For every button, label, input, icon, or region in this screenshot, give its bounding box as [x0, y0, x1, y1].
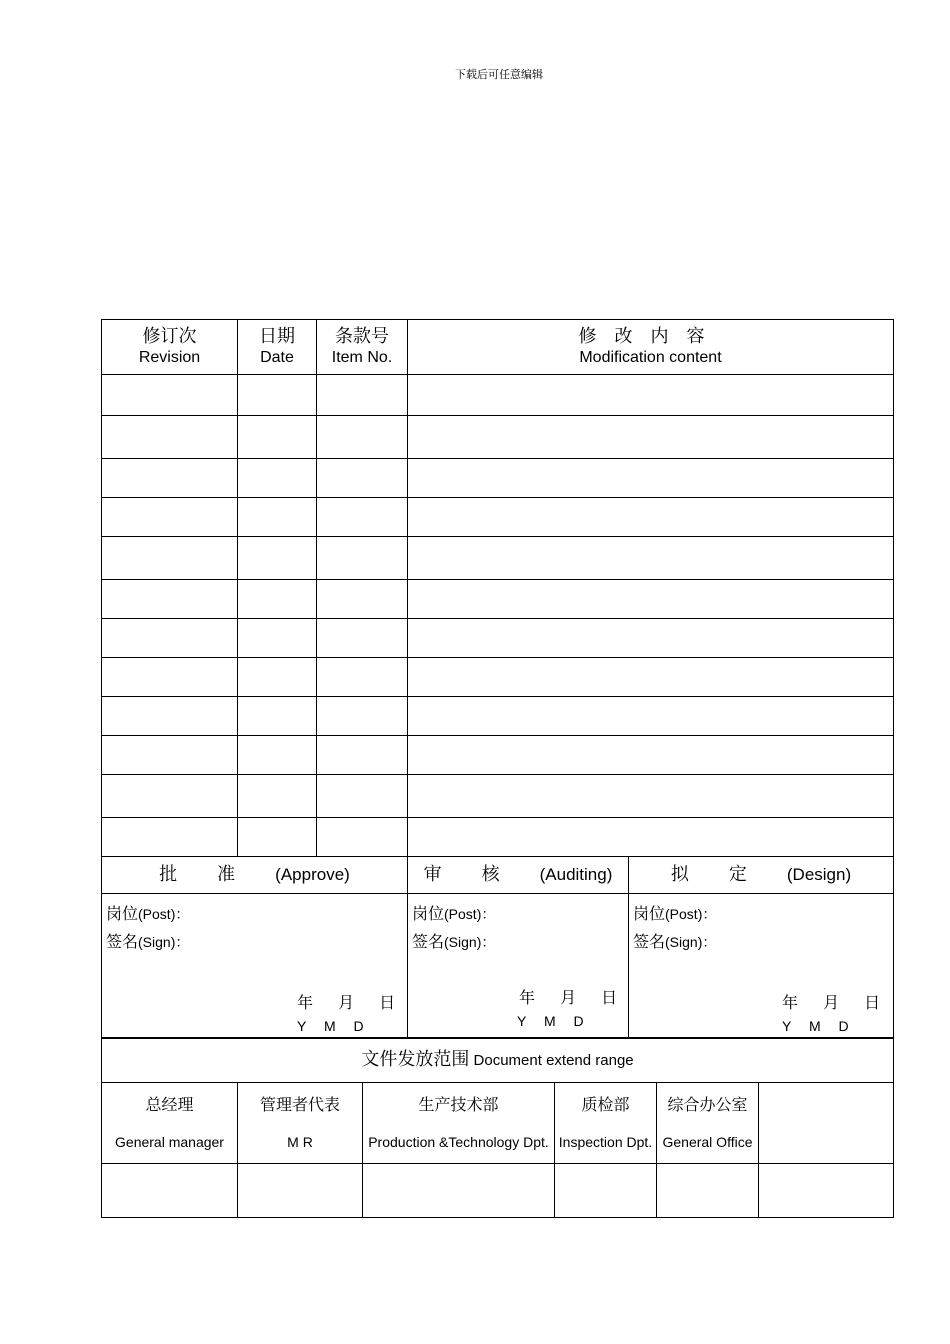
header-revision: [102, 320, 238, 375]
post-label-en: (Post)：: [138, 905, 190, 922]
date-cell[interactable]: [238, 775, 317, 818]
post-field[interactable]: [102, 894, 407, 928]
date-label-zh: 年 月 日: [519, 987, 618, 1007]
distribution-sign-cell[interactable]: [555, 1164, 657, 1218]
revision-table: [101, 319, 894, 857]
sign-label-zh: 签名: [106, 931, 139, 951]
sign-label-en: (Sign)：: [444, 933, 496, 950]
approval-sign-row: [102, 893, 894, 1038]
item-no-cell[interactable]: [317, 697, 408, 736]
audit-title: [408, 856, 629, 893]
header-revision-zh: 修订次: [142, 326, 197, 347]
date-cell[interactable]: [238, 375, 317, 416]
revision-form: [101, 319, 894, 1218]
date-cell[interactable]: [238, 459, 317, 498]
dept-mr: [238, 1083, 363, 1164]
revision-cell[interactable]: [102, 416, 238, 459]
sign-field[interactable]: [408, 928, 628, 956]
modification-cell[interactable]: [408, 697, 894, 736]
date-label-zh: 年 月 日: [297, 992, 396, 1012]
post-field[interactable]: [629, 894, 893, 928]
sign-label-zh: 签名: [633, 931, 666, 951]
approval-table: [101, 856, 894, 1039]
distribution-title-row: [102, 1038, 894, 1083]
design-sign-cell[interactable]: [629, 893, 894, 1038]
sign-label-zh: 签名: [412, 931, 445, 951]
approve-title: [102, 856, 408, 893]
header-revision-en: Revision: [138, 349, 201, 366]
dept-general-office: [657, 1083, 759, 1164]
header-date-zh: 日期: [259, 326, 295, 347]
table-row: [102, 459, 894, 498]
date-label-en: Y M D: [297, 1017, 364, 1034]
table-row: [102, 658, 894, 697]
item-no-cell[interactable]: [317, 619, 408, 658]
dept-en: Inspection Dpt.: [558, 1134, 653, 1150]
item-no-cell[interactable]: [317, 736, 408, 775]
dept-en: M R: [287, 1134, 313, 1150]
table-row: [102, 775, 894, 818]
dept-en: Production &Technology Dpt.: [368, 1134, 549, 1150]
modification-cell[interactable]: [408, 416, 894, 459]
header-item-no-en: Item No.: [331, 349, 393, 366]
table-row: [102, 375, 894, 416]
date-cell[interactable]: [238, 537, 317, 580]
modification-cell[interactable]: [408, 658, 894, 697]
sign-label-en: (Sign)：: [138, 933, 190, 950]
distribution-sign-cell[interactable]: [657, 1164, 759, 1218]
post-label-zh: 岗位: [412, 903, 445, 923]
revision-cell[interactable]: [102, 818, 238, 857]
post-label-zh: 岗位: [633, 903, 666, 923]
design-title: [629, 856, 894, 893]
header-item-no-zh: 条款号: [335, 326, 389, 347]
date-label-zh: 年 月 日: [782, 992, 881, 1012]
date-cell[interactable]: [238, 818, 317, 857]
modification-cell[interactable]: [408, 498, 894, 537]
dept-zh: 生产技术部: [418, 1095, 499, 1114]
post-label-en: (Post)：: [444, 905, 496, 922]
dept-en: General Office: [662, 1134, 753, 1150]
post-label-zh: 岗位: [106, 903, 139, 923]
table-row: [102, 818, 894, 857]
revision-cell[interactable]: [102, 375, 238, 416]
header-date: [238, 320, 317, 375]
distribution-table: [101, 1037, 894, 1218]
audit-title-zh: 审核: [423, 863, 540, 885]
revision-cell[interactable]: [102, 658, 238, 697]
revision-cell[interactable]: [102, 697, 238, 736]
item-no-cell[interactable]: [317, 818, 408, 857]
sign-field[interactable]: [629, 928, 893, 956]
audit-title-en: (Auditing): [539, 864, 613, 884]
item-no-cell[interactable]: [317, 537, 408, 580]
approve-title-en: (Approve): [275, 864, 350, 884]
header-item-no: [317, 320, 408, 375]
dept-en: General manager: [115, 1134, 224, 1150]
design-title-zh: 拟定: [670, 863, 787, 885]
date-cell[interactable]: [238, 658, 317, 697]
item-no-cell[interactable]: [317, 775, 408, 818]
header-modification-zh: 修改内容: [578, 326, 723, 347]
dept-zh: 总经理: [145, 1095, 194, 1114]
sign-field[interactable]: [102, 928, 407, 956]
revision-cell[interactable]: [102, 775, 238, 818]
revision-cell[interactable]: [102, 619, 238, 658]
table-row: [102, 537, 894, 580]
design-title-en: (Design): [786, 864, 852, 884]
distribution-sign-row: [102, 1164, 894, 1218]
revision-cell[interactable]: [102, 736, 238, 775]
item-no-cell[interactable]: [317, 416, 408, 459]
dept-inspection: [555, 1083, 657, 1164]
header-modification: [408, 320, 894, 375]
dept-production-technology: [363, 1083, 555, 1164]
audit-sign-cell[interactable]: [408, 893, 629, 1038]
item-no-cell[interactable]: [317, 375, 408, 416]
distribution-title: [102, 1038, 894, 1083]
table-row: [102, 697, 894, 736]
table-row: [102, 619, 894, 658]
revision-cell[interactable]: [102, 537, 238, 580]
revision-header-row: [102, 320, 894, 375]
revision-cell[interactable]: [102, 580, 238, 619]
post-label-en: (Post)：: [665, 905, 717, 922]
date-cell[interactable]: [238, 736, 317, 775]
modification-cell[interactable]: [408, 537, 894, 580]
date-label-en: Y M D: [782, 1017, 849, 1034]
approve-sign-cell[interactable]: [102, 893, 408, 1038]
dept-zh: 综合办公室: [667, 1095, 748, 1114]
item-no-cell[interactable]: [317, 580, 408, 619]
modification-cell[interactable]: [408, 619, 894, 658]
watermark-text: 下载后可任意编辑: [455, 68, 543, 81]
date-label-en: Y M D: [517, 1012, 584, 1029]
distribution-title-en: Document extend range: [473, 1052, 634, 1069]
dept-general-manager: [102, 1083, 238, 1164]
modification-cell[interactable]: [408, 580, 894, 619]
dept-zh: 质检部: [581, 1095, 630, 1114]
modification-cell[interactable]: [408, 375, 894, 416]
distribution-sign-cell[interactable]: [102, 1164, 238, 1218]
header-modification-en: Modification content: [579, 349, 722, 366]
table-row: [102, 416, 894, 459]
modification-cell[interactable]: [408, 818, 894, 857]
distribution-sign-cell[interactable]: [363, 1164, 555, 1218]
table-row: [102, 498, 894, 537]
table-row: [102, 736, 894, 775]
distribution-sign-cell[interactable]: [238, 1164, 363, 1218]
modification-cell[interactable]: [408, 775, 894, 818]
approval-header-row: [102, 856, 894, 893]
distribution-title-zh: 文件发放范围: [361, 1049, 470, 1070]
sign-label-en: (Sign)：: [665, 933, 717, 950]
approve-title-zh: 批准: [159, 863, 276, 885]
item-no-cell[interactable]: [317, 658, 408, 697]
date-cell[interactable]: [238, 498, 317, 537]
item-no-cell[interactable]: [317, 498, 408, 537]
modification-cell[interactable]: [408, 736, 894, 775]
date-cell[interactable]: [238, 416, 317, 459]
distribution-sign-cell[interactable]: [759, 1164, 894, 1218]
date-cell[interactable]: [238, 580, 317, 619]
date-cell[interactable]: [238, 697, 317, 736]
revision-cell[interactable]: [102, 459, 238, 498]
date-cell[interactable]: [238, 619, 317, 658]
modification-cell[interactable]: [408, 459, 894, 498]
dept-zh: 管理者代表: [259, 1095, 340, 1114]
department-row: [102, 1083, 894, 1164]
header-date-en: Date: [260, 349, 294, 366]
post-field[interactable]: [408, 894, 628, 928]
dept-blank: [759, 1083, 894, 1164]
table-row: [102, 580, 894, 619]
revision-cell[interactable]: [102, 498, 238, 537]
item-no-cell[interactable]: [317, 459, 408, 498]
